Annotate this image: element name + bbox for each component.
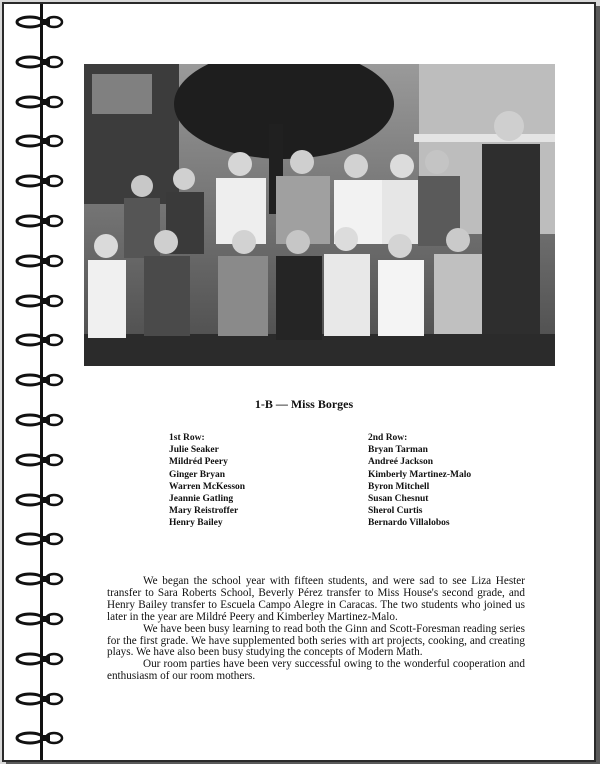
binding-ring-icon	[14, 54, 66, 70]
student-name: Kimberly Martinez-Malo	[368, 469, 472, 480]
binding-ring-icon	[14, 173, 66, 189]
student-name: Andreé Jackson	[368, 457, 434, 468]
binding-ring-icon	[14, 332, 66, 348]
student-name: Ginger Bryan	[169, 469, 226, 480]
class-narrative	[107, 576, 525, 683]
student-name: Byron Mitchell	[368, 481, 430, 492]
student-name: Warren McKesson	[169, 481, 246, 492]
binding-ring-icon	[14, 412, 66, 428]
class-photo-image	[84, 64, 555, 366]
binding-ring-icon	[14, 691, 66, 707]
student-name: Sherol Curtis	[368, 506, 423, 517]
binding-ring-icon	[14, 133, 66, 149]
binding-ring-icon	[14, 730, 66, 746]
binding-ring-icon	[14, 571, 66, 587]
student-name: Mildréd Peery	[169, 457, 228, 468]
second-row-list	[368, 432, 471, 530]
binding-ring-icon	[14, 14, 66, 30]
student-name: Henry Bailey	[169, 518, 223, 529]
narrative-paragraph: We began the school year with fifteen students, and were sad to see Liza Hester transfer to Sara Roberts School, Beverly Pérez transfer to Miss House's second grade, and Henry Bailey transfer to Escuela Campo Alegre in Caracas. The two students who joined us later in the year are Mildré Peery and Kimberley Martinez-Malo.	[107, 575, 525, 623]
class-photo	[84, 64, 555, 366]
binding-ring-icon	[14, 611, 66, 627]
binding-ring-icon	[14, 372, 66, 388]
yearbook-page	[2, 2, 596, 762]
narrative-paragraph: We have been busy learning to read both the Ginn and Scott-Foresman reading series for the first grade. We have supplemented both series with art projects, cooking, and creating plays. We have also been busy studying the concepts of Modern Math.	[107, 622, 525, 659]
binding-ring-icon	[14, 94, 66, 110]
narrative-paragraph: Our room parties have been very successful owing to the wonderful cooperation and enthusiasm of our room mothers.	[107, 658, 525, 683]
student-name: Jeannie Gatling	[169, 494, 234, 505]
first-row-header: 1st Row:	[169, 433, 205, 443]
second-row-header: 2nd Row:	[368, 433, 408, 443]
student-name: Julie Seaker	[169, 445, 219, 456]
student-name: Bernardo Villalobos	[368, 518, 450, 529]
binding-ring-icon	[14, 213, 66, 229]
binding-ring-icon	[14, 452, 66, 468]
binding-ring-icon	[14, 531, 66, 547]
binding-ring-icon	[14, 293, 66, 309]
binding-ring-icon	[14, 492, 66, 508]
binding-ring-icon	[14, 651, 66, 667]
first-row-list	[169, 432, 245, 530]
student-name: Bryan Tarman	[368, 445, 428, 456]
class-caption: 1-B — Miss Borges	[254, 397, 354, 411]
student-name: Susan Chesnut	[368, 494, 429, 505]
binding-ring-icon	[14, 253, 66, 269]
student-name: Mary Reistroffer	[169, 506, 239, 517]
